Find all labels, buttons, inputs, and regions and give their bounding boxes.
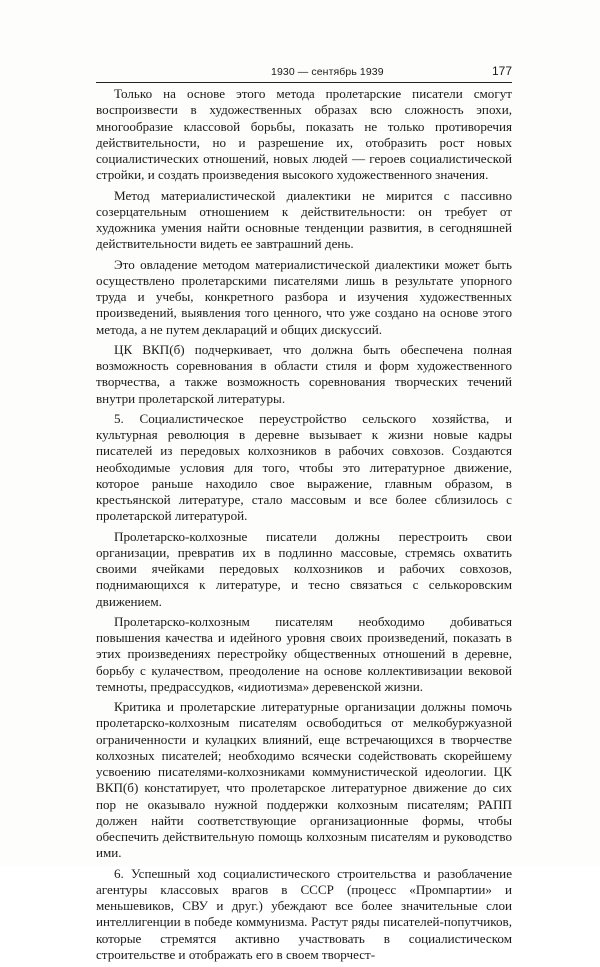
paragraph: 6. Успешный ход социалистического строительства и разоблачение агентуры классовых врагов в СССР (процесс «Промпартии» и меньшевиков, СВУ и друг.) убеждают все более значительные слои интеллигенции в победе коммунизма. Растут ряды писателей-попутчиков, которые стремятся активно участвовать в социалистическом строительстве и отображать его в своем творчест- [96,865,512,962]
paragraph: Только на основе этого метода пролетарские писатели смогут воспроизвести в художественных образах всю сложность эпохи, многообразие классовой борьбы, показать не только противоречия действительности, но и разрешение их, отобразить рост новых социалистических отношений, новых людей — героев социалистической стройки, и создать произведения высокого художественного значения. [96,86,512,183]
paragraph: Критика и пролетарские литературные организации должны помочь пролетарско-колхозным писателям освободиться от мелкобуржуазной ограниченности и кулацких влияний, еще встречающихся в творчестве колхозных писателей; необходимо всячески содействовать скорейшему усвоению писателями-колхозниками коммунистической идеологии. ЦК ВКП(б) констатирует, что пролетарское литературное движение до сих пор не оказывало нужной поддержки колхозным писателям; РАПП должен найти соответствующие организационные формы, чтобы обеспечить действительную помощь колхозным писателям и руководство ими. [96,699,512,861]
running-title: 1930 — сентябрь 1939 [271,66,384,78]
page-header [96,66,512,83]
paragraph: 5. Социалистическое переустройство сельского хозяйства, и культурная революция в деревне вызывает к жизни новые кадры писателей из передовых колхозников в рабочих совхозов. Создаются необходимые условия для того, чтобы это литературное движение, которое раньше находило свое выражение, главным образом, в крестьянской литературе, стало массовым и все более сблизилось с пролетарской литературой. [96,410,512,524]
page-number: 177 [491,64,512,78]
paragraph: Пролетарско-колхозные писатели должны перестроить свои организации, превратив их в подлинно массовые, стремясь охватить своими ячейками передовых колхозников и рабочих совхозов, поднимающихся к литературе, и тесно связаться с селькоровским движением. [96,528,512,609]
paragraph: Это овладение методом материалистической диалектики может быть осуществлено пролетарскими писателями лишь в результате упорного труда и учебы, конкретного разбора и изучения художественных произведений, выявления того ценного, что уже создано на основе этого метода, а не путем деклараций и общих дискуссий. [96,256,512,337]
paragraph: ЦК ВКП(б) подчеркивает, что должна быть обеспечена полная возможность соревнования в области стиля и форм художественного творчества, а также возможность соревнования творческих течений внутри пролетарской литературы. [96,341,512,406]
paragraph: Пролетарско-колхозным писателям необходимо добиваться повышения качества и идейного уровня своих произведений, показать в этих произведениях перестройку общественных отношений в деревне, борьбу с кулачеством, преодоление на основе коллективизации вековой темноты, предрассудков, «идиотизма» деревенской жизни. [96,613,512,694]
body-text [96,86,512,967]
paragraph: Метод материалистической диалектики не мирится с пассивно созерцательным отношением к действительности: он требует от художника умения найти основные тенденции развития, в сегодняшней действительности видеть ее завтрашний день. [96,187,512,252]
